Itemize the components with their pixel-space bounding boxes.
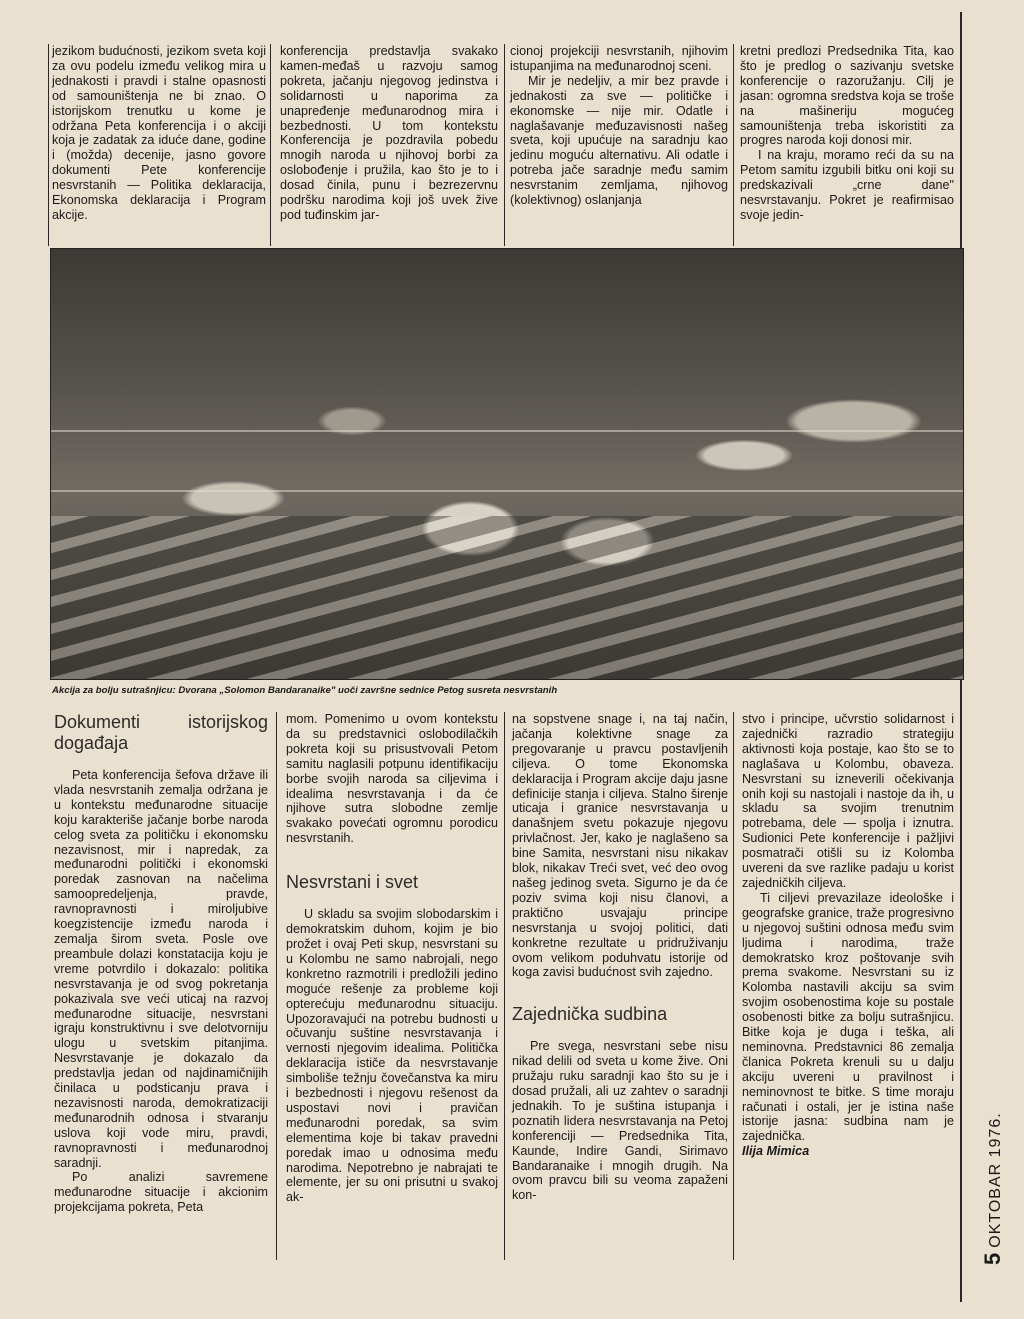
column-rule — [504, 44, 505, 246]
column-rule — [276, 712, 277, 1260]
column-rule — [733, 712, 734, 1260]
bottom-column-4 — [742, 712, 954, 1159]
top-col1-text: jezikom budućnosti, jezikom sveta koji za ovu podelu između velikog mira u jednakosti i pravdi i stalne opasnosti od samouništenja ne bi znao. O istorijskom trenutku u kome je održana Peta konferencija i o akciji koja je zadatak za iduće dane, godine i (možda) decenije, jasno govore dokumenti Pete konferencije nesvrstanih — Politika deklaracija, Ekonomska deklaracija i Program akcije. — [52, 44, 266, 222]
photo-caption: Akcija za bolju sutrašnjicu: Dvorana „Solomon Bandaranaike" uoči završne sednice Petog susreta nesvrstanih — [52, 685, 558, 696]
heading-nesvrstani-i-svet: Nesvrstani i svet — [286, 872, 419, 893]
bottom-col2b-text: U skladu sa svojim slobodarskim i demokratskim duhom, kojim je bio prožet i ovaj Peti skup, nesvrstani su u Kolombu ne samo nabrojali, nego konkretno razmotrili i predložili jedino moguće rešenje za probleme koji opterećuju međunarodnu situaciju. Upozoravajući na potrebu budnosti u očuvanju suštine nesvrstavanja i vernosti njegovim idealima. Politička deklaracija ističe da nesvrstavanje simboliše težnju čovečanstva ka miru i bezbednosti i njegovu rešenost da uspostavi novi i pravičan međunarodni poredak, sa svim elementima koje bi takav pravedni poredak imao u odnosima među narodima. Nepotrebno je nabrajati te elemente, jer su oni prisutni u svakoj ak- — [286, 907, 498, 1205]
top-col2-text: konferencija predstavlja svakako kamen-međaš u razvoju samog pokreta, jačanju njegovog jedinstva i solidarnosti u naporima za unapređenje međunarodnog mira i bezbednosti. U tom kontekstu Konferencija je pozdravila pobedu mnogih naroda u njihovoj borbi za oslobođenje i pružila, kao što je to i dosad činila, punu i bezrezervnu podršku narodima koji još uvek žive pod tuđinskim jar- — [280, 44, 498, 222]
bottom-col4b-text: Ti ciljevi prevazilaze ideološke i geografske granice, traže progresivno u njegovoj suštini odnosa među svim ljudima i narodima, traže demokratsko kroz poštovanje svih prema svakome. Nesvrstani su iz Kolomba nastavili akciju sa svim svojim osobenostima koje su postale osobenosti bitke za bolju sutrašnjicu. Bitke koja je duga i teška, ali neminovna. Predstavnici 86 zemalja članica Pokreta krenuli su u dalju akciju uvereni u pravilnost i neminovnost te bitke. S time moraju računati i ostali, jer je istina naše istorije jasna: sudbina nam je zajednička. — [742, 890, 954, 1144]
bottom-col3a-text: na sopstvene snage i, na taj način, jačanja kolektivne snage za pregovaranje u pravcu postavljenih ciljeva. O tome Ekonomska deklaracija i Program akcije daju jasne definicije stanja i ciljeva. Stalno širenje uticaja i granice nesvrstavanja u današnjem svetu pokazuje njegovu privlačnost. Jer, kako je naglašeno sa bine Samita, nesvrstani nisu nikakav blok, nikakav Treći svet, već deo ovog našeg jedinog sveta. Sigurno je da će poziv svima koji nisu članovi, a praktično usvajaju principe nesvrstanja u svojoj politici, dati konkretne rezultate u pridruživanju ovom velikom poduhvatu istorije od koga zavisi budućnost svih zajedno. — [512, 712, 728, 980]
column-rule — [733, 44, 734, 246]
bottom-col1b-text: Po analizi savremene međunarodne situacije i akcionim projekcijama pokreta, Peta — [54, 1170, 268, 1215]
top-column-3 — [510, 44, 728, 208]
author-signature: Ilija Mimica — [742, 1144, 810, 1159]
top-col4b-text: I na kraju, moramo reći da su na Petom samitu izgubili bitku oni koji su predskazivali „crne dane" nesvrstavanju. Pokret je reafirmisao svoje jedin- — [740, 148, 954, 222]
column-rule — [270, 44, 271, 246]
column-rule — [504, 712, 505, 1260]
bottom-column-1 — [54, 712, 268, 1215]
bottom-column-2 — [286, 712, 498, 1205]
top-column-4 — [740, 44, 954, 223]
top-column-2 — [280, 44, 498, 223]
bottom-col3b-text: Pre svega, nesvrstani sebe nisu nikad delili od sveta u kome žive. Oni pružaju ruku saradnji kao što su je i dosad pružali, ali uz zahtev o saradnji jednakih. To je suština istupanja i poznatih lidera nesvrstavanja na Petoj konferenciji — Predsednika Tita, Kaunde, Indire Gandi, Sirimavo Bandaranaike i mnogih drugih. Na ovom pravcu bili su veoma zapaženi kon- — [512, 1039, 728, 1203]
top-col4a-text: kretni predlozi Predsednika Tita, kao što je predlog o sazivanju svetske konferencije o razoružanju. Cilj je jasan: ogromna sredstva koja se troše na mašineriju mogućeg samouništenja treba iskoristiti za progres naroda koji donosi mir. — [740, 44, 954, 148]
bottom-col1a-text: Peta konferencija šefova države ili vlada nesvrstanih zemalja održana je u kontekstu međunarodne situacije koju karakteriše jačanje borbe naroda celog sveta za političku i ekonomsku nezavisnost, mir i napredak, za međunarodni politički i ekonomski poredak zasnovan na načelima samoopredeljenja, pravde, ravnopravnosti i miroljubive koegzistencije između naroda i zemalja širom sveta. Posle ove preambule dolazi konstatacija koju je vreme potvrdilo i dokazalo: politika nesvrstavanja je od svog pokretanja pokazivala sve veći uticaj na razvoj međunarodne situacije, nesvrstani igraju konstruktivnu i sve delotvorniju ulogu u svetskim pitanjima. Nesvrstavanje je dokazalo da predstavlja jedan od najdinamičnijih činilaca u podsticanju prava i nezavisnosti naroda, demokratizaciji međunarodnih odnosa i stvaranju uslova koji vode miru, pravdi, ravnopravnosti i međunarodnoj saradnji. — [54, 768, 268, 1170]
top-col3b-text: Mir je nedeljiv, a mir bez pravde i jednakosti za sve — političke i ekonomske — nije mir. Odatle i naglašavanje međuzavisnosti našeg sveta, koji upućuje na saradnju kao jedinu moguću alternativu. Ali odatle i potreba jače saradnje među samim nesvrstanim zemljama, njihovog (kolektivnog) oslanjanja — [510, 73, 728, 208]
page-folio — [974, 1065, 1004, 1265]
left-rule — [48, 44, 49, 246]
bottom-col2a-text: mom. Pomenimo u ovom kontekstu da su predstavnici oslobodilačkih pokreta koji su prisustvovali Petom samitu naglasili potpunu identifikaciju borbe svojih naroda sa ciljevima i idealima nesvrstavanja i da će njihove sutra slobodne zemlje svakako povećati ogromnu porodicu nesvrstanih. — [286, 712, 498, 846]
bottom-column-3 — [512, 712, 728, 1203]
bottom-col4a-text: stvo i principe, učvrstio solidarnost i zajednički razradio strategiju aktivnosti koja postaje, kao što se to naglašava u Kolombu, obaveza. Nesvrstani su izneverili očekivanja onih koji su nastojali i nastoje da ih, u skladu sa svojim trenutnim potrebama, dele — spolja i iznutra. Sudionici Pete konferencije i pažljivi posmatrači otišli su iz Kolomba uvereni da sve razlike padaju u korist zajedničkih ciljeva. — [742, 712, 954, 890]
heading-zajednicka-sudbina: Zajednička sudbina — [512, 1004, 668, 1025]
heading-dokumenti: Dokumenti istorijskog događaja — [54, 712, 268, 753]
conference-hall-photo — [50, 248, 964, 680]
page-number: 5 — [980, 1251, 1005, 1265]
top-col3a-text: cionoj projekciji nesvrstanih, njihovim istupanjima na međunarodnoj sceni. — [510, 44, 728, 73]
issue-date: OKTOBAR 1976. — [987, 1112, 1004, 1248]
top-column-1 — [52, 44, 266, 223]
